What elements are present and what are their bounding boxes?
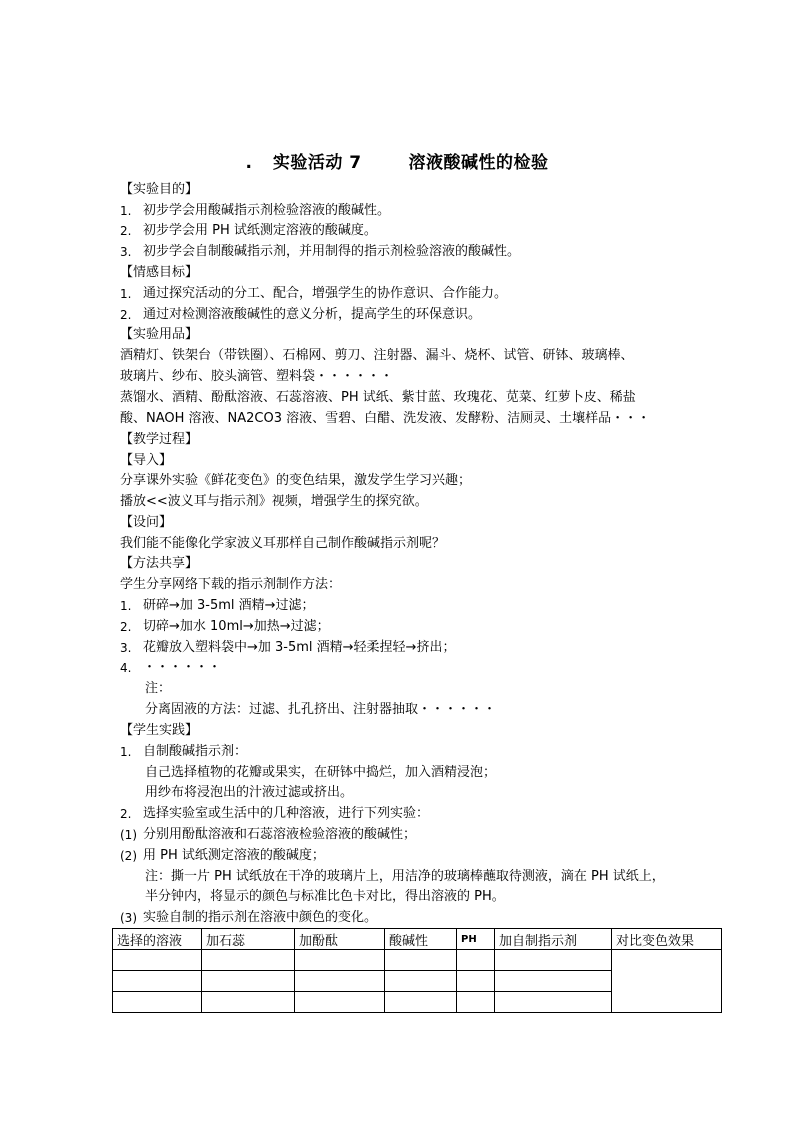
table-cell[interactable]	[113, 992, 202, 1013]
table-header-row	[113, 929, 722, 950]
table-header-cell: 选择的溶液	[113, 929, 202, 950]
table-cell[interactable]	[385, 971, 457, 992]
sub-num-1: (1)	[120, 828, 137, 842]
table-header-cell: PH	[457, 929, 495, 950]
table-cell[interactable]	[457, 950, 495, 971]
section-heading-emotion: 【情感目标】	[120, 265, 199, 280]
section-heading-practice: 【学生实践】	[120, 723, 199, 738]
table-cell[interactable]	[495, 971, 612, 992]
sub-2-note-line-2: 半分钟内，将显示的颜色与标准比色卡对比，得出溶液的 PH。	[145, 889, 505, 904]
purpose-item-3: 初步学会自制酸碱指示剂，并用制得的指示剂检验溶液的酸碱性。	[143, 244, 521, 259]
practice-num-2: 2.	[120, 807, 132, 821]
practice-1-line-1: 自己选择植物的花瓣或果实，在研钵中捣烂，加入酒精浸泡；	[145, 765, 497, 780]
method-item-4: ・・・・・・	[143, 660, 222, 675]
sub-item-2: 用 PH 试纸测定溶液的酸碱度；	[143, 848, 325, 863]
table-cell[interactable]	[385, 950, 457, 971]
table-cell[interactable]	[113, 950, 202, 971]
title-activity: 实验活动 7	[272, 153, 362, 173]
table-cell[interactable]	[495, 950, 612, 971]
note-text: 分离固液的方法：过滤、扎孔挤出、注射器抽取・・・・・・	[145, 702, 497, 717]
purpose-num-1: 1.	[120, 204, 132, 218]
method-item-3: 花瓣放入塑料袋中→加 3-5ml 酒精→轻柔捏轻→挤出；	[143, 640, 456, 655]
table-header-cell: 酸碱性	[385, 929, 457, 950]
practice-item-2: 选择实验室或生活中的几种溶液，进行下列实验：	[143, 806, 430, 821]
experiment-table	[112, 928, 722, 1013]
method-intro: 学生分享网络下载的指示剂制作方法：	[120, 577, 342, 592]
intro-line-2: 播放<<波义耳与指示剂》视频，增强学生的探究欲。	[120, 494, 428, 509]
sub-item-1: 分别用酚酞溶液和石蕊溶液检验溶液的酸碱性；	[143, 827, 417, 842]
title-topic: 溶液酸碱性的检验	[408, 153, 549, 173]
purpose-item-1: 初步学会用酸碱指示剂检验溶液的酸碱性。	[143, 203, 391, 218]
method-num-2: 2.	[120, 620, 132, 634]
purpose-num-3: 3.	[120, 245, 132, 259]
sub-2-note-line-1: 注：撕一片 PH 试纸放在干净的玻璃片上，用洁净的玻璃棒蘸取待测液，滴在 PH 试纸上，	[145, 869, 665, 884]
table-cell[interactable]	[295, 950, 385, 971]
table-header-cell: 加自制指示剂	[495, 929, 612, 950]
table-cell[interactable]	[202, 950, 295, 971]
method-item-2: 切碎→加水 10ml→加热→过滤；	[143, 619, 330, 634]
table-cell[interactable]	[295, 992, 385, 1013]
method-item-1: 研碎→加 3-5ml 酒精→过滤；	[143, 598, 315, 613]
page-title	[0, 148, 794, 173]
section-heading-purpose: 【实验目的】	[120, 182, 199, 197]
practice-num-1: 1.	[120, 745, 132, 759]
table-cell[interactable]	[495, 992, 612, 1013]
purpose-num-2: 2.	[120, 224, 132, 238]
table-cell[interactable]	[202, 971, 295, 992]
supplies-line-3: 蒸馏水、酒精、酚酞溶液、石蕊溶液、PH 试纸、紫甘蓝、玫瑰花、苋菜、红萝卜皮、稀盐	[120, 390, 636, 405]
title-prefix: .	[245, 153, 253, 173]
emotion-num-1: 1.	[120, 287, 132, 301]
table-header-cell: 对比变色效果	[612, 929, 722, 950]
method-num-4: 4.	[120, 661, 132, 675]
section-heading-process: 【教学过程】	[120, 432, 199, 447]
supplies-line-2: 玻璃片、纱布、胶头滴管、塑料袋・・・・・・	[120, 369, 394, 384]
table-cell[interactable]	[385, 992, 457, 1013]
purpose-item-2: 初步学会用 PH 试纸测定溶液的酸碱度。	[143, 223, 377, 238]
emotion-num-2: 2.	[120, 308, 132, 322]
section-heading-supplies: 【实验用品】	[120, 327, 199, 342]
note-label: 注：	[145, 681, 172, 696]
method-num-1: 1.	[120, 599, 132, 613]
section-heading-question: 【设问】	[120, 515, 173, 530]
intro-line-1: 分享课外实验《鲜花变色》的变色结果，激发学生学习兴趣；	[120, 473, 472, 488]
table-row	[113, 950, 722, 971]
supplies-line-1: 酒精灯、铁架台（带铁圈）、石棉网、剪刀、注射器、漏斗、烧杯、试管、研钵、玻璃棒、	[120, 348, 634, 363]
sub-num-3: (3)	[120, 911, 137, 925]
table-cell[interactable]	[457, 992, 495, 1013]
table-cell[interactable]	[202, 992, 295, 1013]
table-cell[interactable]	[113, 971, 202, 992]
supplies-line-4: 酸、NAOH 溶液、NA2CO3 溶液、雪碧、白醋、洗发液、发酵粉、洁厕灵、土壤样品・・・	[120, 411, 651, 426]
table-cell[interactable]	[295, 971, 385, 992]
emotion-item-1: 通过探究活动的分工、配合，增强学生的协作意识、合作能力。	[143, 286, 508, 301]
table-header-cell: 加酚酞	[295, 929, 385, 950]
table-header-cell: 加石蕊	[202, 929, 295, 950]
section-heading-intro: 【导入】	[120, 453, 173, 468]
question-line: 我们能不能像化学家波义耳那样自己制作酸碱指示剂呢？	[120, 536, 446, 551]
emotion-item-2: 通过对检测溶液酸碱性的意义分析，提高学生的环保意识。	[143, 307, 482, 322]
method-num-3: 3.	[120, 641, 132, 655]
practice-item-1: 自制酸碱指示剂：	[143, 744, 248, 759]
practice-1-line-2: 用纱布将浸泡出的汁液过滤或挤出。	[145, 785, 354, 800]
table-cell[interactable]	[457, 971, 495, 992]
sub-num-2: (2)	[120, 849, 137, 863]
table-cell-merged[interactable]	[612, 950, 722, 1013]
sub-item-3: 实验自制的指示剂在溶液中颜色的变化。	[143, 910, 378, 925]
section-heading-method: 【方法共享】	[120, 556, 199, 571]
